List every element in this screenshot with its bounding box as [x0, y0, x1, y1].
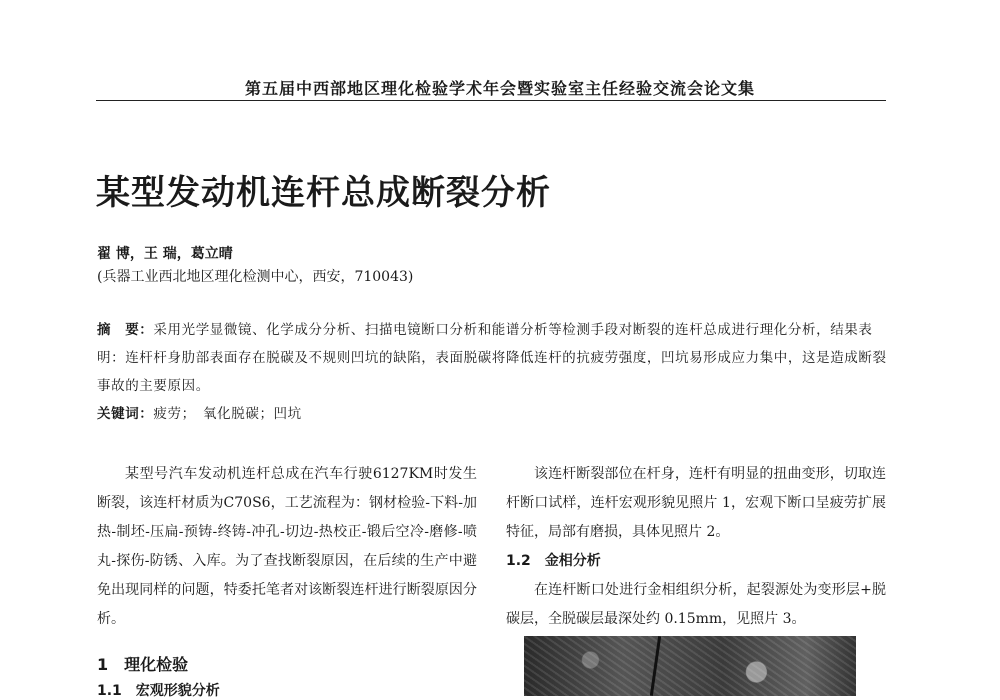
- section-title: 理化检验: [124, 655, 189, 674]
- abstract-text: 采用光学显微镜、化学成分分析、扫描电镜断口分析和能谱分析等检测手段对断裂的连杆总成进行理化分析，结果表明：连杆杆身肋部表面存在脱碳及不规则凹坑的缺陷，表面脱碳将降低连杆的抗疲劳强度，凹坑易形成应力集中，这是造成断裂事故的主要原因。: [97, 322, 887, 394]
- running-header: 第五届中西部地区理化检验学术年会暨实验室主任经验交流会论文集: [244, 79, 755, 98]
- abstract: [97, 316, 887, 400]
- subsection-heading: 1.2 金相分析: [506, 553, 601, 569]
- section-heading: [97, 652, 188, 675]
- paper-title: 某型发动机连杆总成断裂分析: [96, 173, 551, 213]
- micrograph-photo: [524, 636, 856, 696]
- authors: 翟 博，王 瑞，葛立晴: [97, 246, 233, 262]
- intro-paragraph: 某型号汽车发动机连杆总成在汽车行驶6127KM时发生断裂，该连杆材质为C70S6，工艺流程为：钢材检验-下料-加热-制坯-压扁-预铸-终铸-冲孔-切边-热校正-锻后空冷-磨修-喷丸-探伤-防锈、入库。为了查找断裂原因，在后续的生产中避免出现同样的问题，特委托笔者对该断裂连杆进行断裂原因分析。: [97, 466, 477, 627]
- keywords-label: 关键词：: [97, 406, 154, 422]
- abstract-label: 摘 要：: [97, 322, 154, 338]
- fracture-paragraph: 该连杆断裂部位在杆身，连杆有明显的扭曲变形，切取连杆断口试样，连杆宏观形貌见照片 1，宏观下断口呈疲劳扩展特征，局部有磨损，具体见照片 2。: [506, 466, 886, 540]
- subsection-heading-cut: 1.1 宏观形貌分析: [97, 683, 220, 699]
- left-column: [97, 460, 477, 634]
- metallography-paragraph: 在连杆断口处进行金相组织分析，起裂源处为变形层+脱碳层，全脱碳层最深处约 0.15mm，见照片 3。: [506, 582, 886, 627]
- header-rule: [96, 100, 886, 101]
- keywords-text: 疲劳； 氧化脱碳；凹坑: [153, 406, 302, 422]
- section-number: 1: [97, 655, 109, 674]
- keywords: [97, 402, 302, 422]
- right-column: [506, 460, 886, 634]
- affiliation: (兵器工业西北地区理化检测中心，西安，710043): [97, 269, 414, 285]
